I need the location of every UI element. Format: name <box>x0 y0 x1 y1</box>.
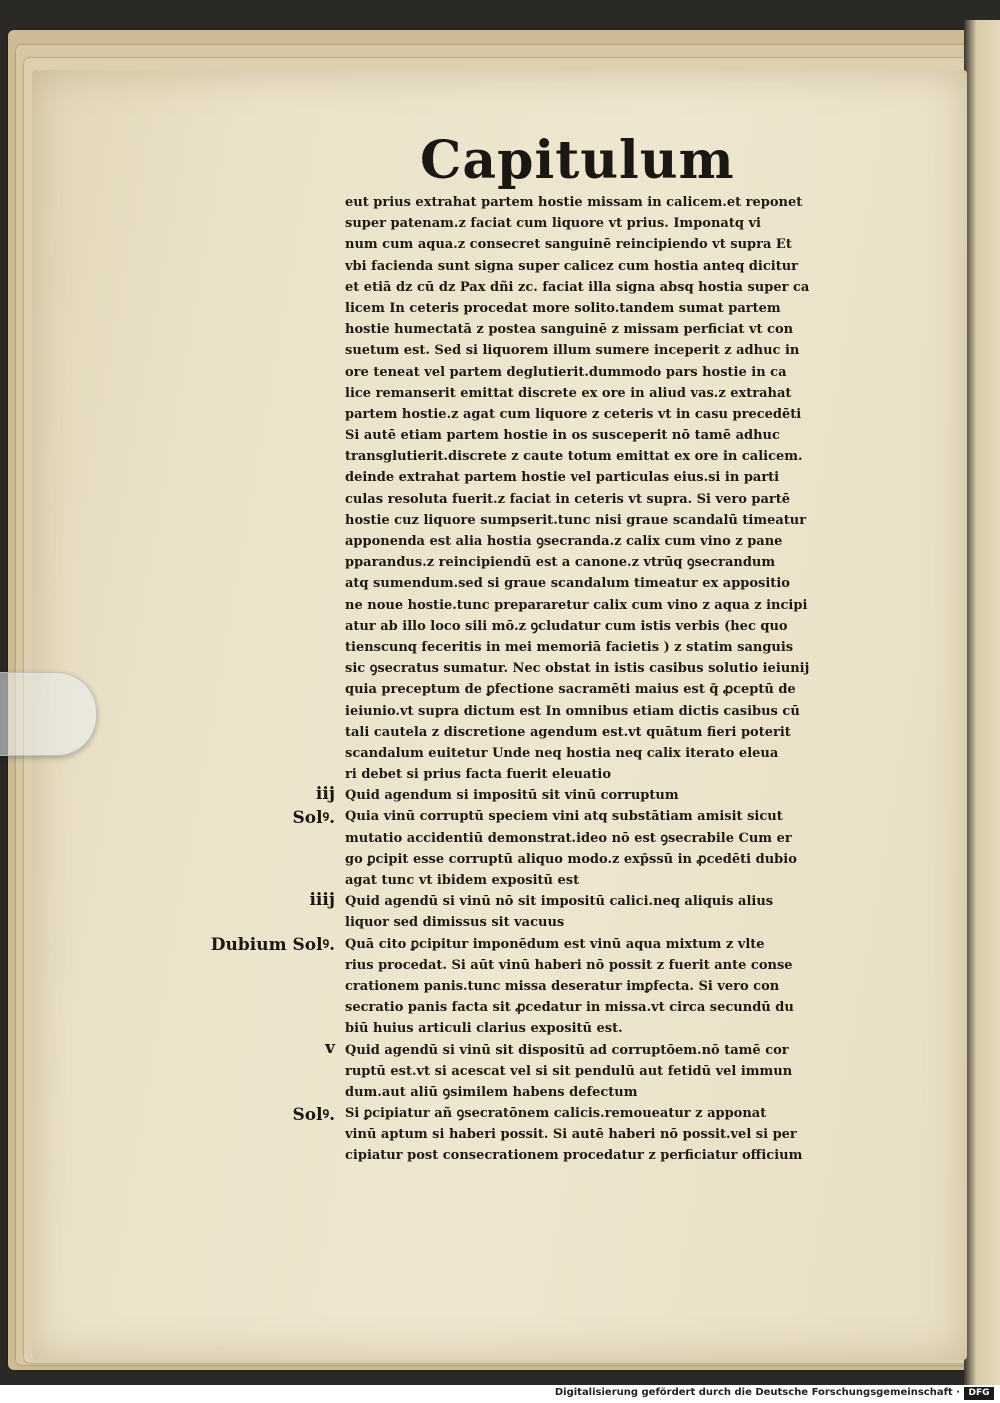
text-line: transglutierit.discrete z caute totum emittat ex ore in calicem. <box>345 449 803 465</box>
text-line: ri debet si prius facta fuerit eleuatio <box>345 767 612 783</box>
text-line: atur ab illo loco sili mō.z ꝯcludatur cum istis verbis (hec quo <box>345 618 788 634</box>
text-line: scandalum euitetur Unde neq hostia neq calix iterato eleua <box>345 745 779 761</box>
text-line: Quid agendū si vinū sit dispositū ad corruptōem.nō tamē cor <box>345 1042 789 1058</box>
text-line: hostie cuz liquore sumpserit.tunc nisi graue scandalū timeatur <box>345 512 807 528</box>
text-line: deinde extrahat partem hostie vel particulas eius.si in parti <box>345 470 780 486</box>
digitization-credit: Digitalisierung gefördert durch die Deutsche Forschungsgemeinschaft · <box>554 1387 960 1398</box>
text-line: licem In ceteris procedat more solito.tandem sumat partem <box>345 300 781 316</box>
text-line: Si autē etiam partem hostie in os susceperit nō tamē adhuc <box>345 428 780 444</box>
text-line: tienscunq feceritis in mei memoriā facietis ) z statim sanguis <box>345 639 794 655</box>
text-line: hostie humectatā z postea sanguinē z missam perficiat vt con <box>345 322 794 338</box>
margin-label: v <box>325 1038 335 1058</box>
text-line: apponenda est alia hostia ꝯsecranda.z calix cum vino z pane <box>345 534 783 549</box>
text-line: ore teneat vel partem deglutierit.dummodo pars hostie in ca <box>345 364 787 380</box>
text-line: quia preceptum de ꝑfectione sacramēti maius est q̄ ꝓceptū de <box>345 682 796 698</box>
text-line: rius procedat. Si aūt vinū haberi nō possit z fuerit ante conse <box>345 957 793 973</box>
text-line: Quia vinū corruptū speciem vini atq substātiam amisit sicut <box>345 809 783 825</box>
margin-label: Dubium Solꝰ. <box>210 935 335 955</box>
footer-bar <box>0 1385 1000 1403</box>
text-line: Quā cito ꝑcipitur imponēdum est vinū aqua mixtum z vlte <box>345 936 765 952</box>
margin-label: Solꝰ. <box>292 807 335 828</box>
text-line: et etiā dz cū dz Pax dñi zc. faciat illa signa absq hostia super ca <box>345 279 810 295</box>
text-line: crationem panis.tunc missa deseratur imꝑfecta. Si vero con <box>345 978 780 994</box>
margin-label: iij <box>315 783 335 804</box>
text-line: atq sumendum.sed si graue scandalum timeatur ex appositio <box>345 576 790 592</box>
text-line: ieiunio.vt supra dictum est In omnibus etiam dictis casibus cū <box>345 703 800 719</box>
text-line: sic ꝯsecratus sumatur. Nec obstat in istis casibus solutio ieiunij <box>345 661 810 677</box>
text-line: secratio panis facta sit ꝓcedatur in missa.vt circa secundū du <box>345 1000 794 1016</box>
text-line: cipiatur post consecrationem procedatur z perficiatur officium <box>345 1148 803 1164</box>
page-clip <box>0 672 97 756</box>
text-line: dum.aut aliū ꝯsimilem habens defectum <box>345 1084 638 1100</box>
dfg-logo: DFG <box>964 1387 994 1400</box>
text-line: biū huius articuli clarius expositū est. <box>345 1021 623 1037</box>
text-line: super patenam.z faciat cum liquore vt prius. Imponatq vi <box>345 216 761 232</box>
text-line: num cum aqua.z consecret sanguinē reincipiendo vt supra Et <box>345 237 792 253</box>
text-line: eut prius extrahat partem hostie missam in calicem.et reponet <box>345 195 803 210</box>
facing-page-edge <box>964 20 1000 1385</box>
text-line: vinū aptum si haberi possit. Si autē haberi nō possit.vel si per <box>345 1127 797 1143</box>
text-line: suetum est. Sed si liquorem illum sumere inceperit z adhuc in <box>345 343 800 359</box>
text-line: Quid agendū si vinū nō sit impositū calici.neq aliquis alius <box>345 894 774 910</box>
margin-label: Solꝰ. <box>292 1104 335 1125</box>
text-line: Quid agendum si impositū sit vinū corruptum <box>345 788 679 804</box>
text-line: liquor sed dimissus sit vacuus <box>345 915 565 931</box>
text-line: Si ꝑcipiatur añ ꝯsecratōnem calicis.remoueatur z apponat <box>345 1106 767 1122</box>
text-line: culas resoluta fuerit.z faciat in ceteris vt supra. Si vero partē <box>345 491 791 507</box>
text-line: tali cautela z discretione agendum est.vt quātum fieri poterit <box>345 724 791 740</box>
text-line: go ꝑcipit esse corruptū aliquo modo.z exp̄ssū in ꝓcedēti dubio <box>345 851 797 867</box>
text-line: lice remanserit emittat discrete ex ore in aliud vas.z extrahat <box>345 385 792 401</box>
text-line: agat tunc vt ibidem expositū est <box>345 873 580 888</box>
chapter-heading: Capitulum <box>420 130 735 191</box>
text-line: mutatio accidentiū demonstrat.ideo nō est ꝯsecrabile Cum er <box>345 830 792 846</box>
text-line: pparandus.z reincipiendū est a canone.z vtrūq ꝯsecrandum <box>345 555 776 571</box>
text-line: ne noue hostie.tunc prepararetur calix cum vino z aqua z incipi <box>345 597 808 613</box>
body-text <box>345 192 845 1167</box>
text-line: partem hostie.z agat cum liquore z ceteris vt in casu precedēti <box>345 406 802 422</box>
text-line: ruptū est.vt si acescat vel si sit pendulū aut fetidū vel immun <box>345 1063 793 1079</box>
margin-label: iiij <box>309 889 335 910</box>
text-line: vbi facienda sunt signa super calicez cum hostia anteq dicitur <box>345 258 798 274</box>
